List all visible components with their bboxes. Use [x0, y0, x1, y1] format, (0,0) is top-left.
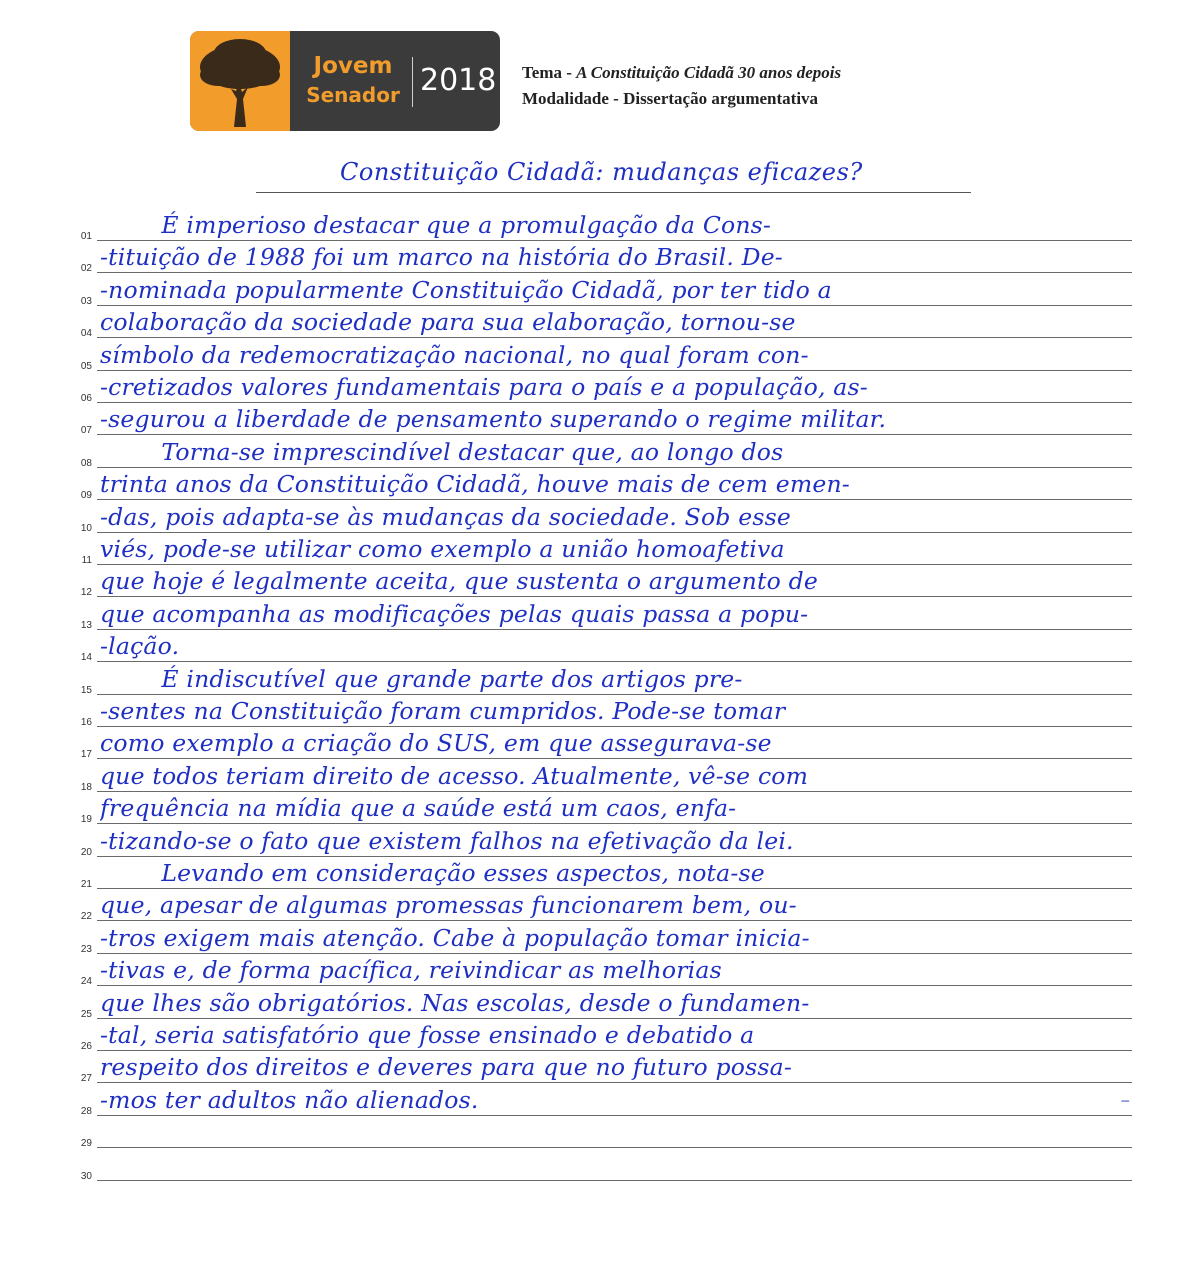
line-number: 02 [80, 263, 92, 275]
line-number: 01 [80, 231, 92, 242]
line-number: 03 [80, 295, 92, 307]
line-rule [97, 434, 1132, 435]
logo-word-senador: Senador [306, 83, 400, 107]
essay-line [0, 1119, 1200, 1151]
essay-line [0, 828, 1200, 860]
line-rule [97, 370, 1132, 371]
line-rule [97, 791, 1132, 792]
tema-value: A Constituição Cidadã 30 anos depois [576, 63, 842, 82]
tema-row [522, 60, 841, 86]
line-rule [97, 629, 1132, 630]
line-text: -tizando-se o fato que existem falhos na efetivação da lei. [100, 826, 794, 855]
tema-label: Tema - [522, 63, 572, 82]
line-number: 29 [80, 1138, 92, 1150]
logo-year: 2018 [420, 63, 497, 98]
line-number: 27 [80, 1073, 92, 1085]
line-number: 08 [80, 457, 92, 469]
line-text: -mos ter adultos não alienados. [100, 1085, 479, 1114]
line-rule [97, 1115, 1132, 1116]
line-text: que hoje é legalmente aceita, que sustenta o argumento de [100, 567, 819, 596]
essay-line [0, 406, 1200, 438]
line-rule [97, 337, 1132, 338]
line-text: colaboração da sociedade para sua elaboração, tornou-se [100, 308, 796, 337]
line-rule [97, 305, 1132, 306]
line-text: -sentes na Constituição foram cumpridos. Pode-se tomar [100, 697, 786, 725]
title-rule [256, 192, 971, 193]
line-text: -nominada popularmente Constituição Cidadã, por ter tido a [100, 275, 832, 304]
line-number: 10 [80, 522, 92, 534]
essay-line [0, 795, 1200, 827]
essay-line [0, 892, 1200, 924]
line-number: 17 [80, 749, 92, 761]
line-rule [97, 1082, 1132, 1083]
line-text: trinta anos da Constituição Cidadã, houve mais de cem emen- [100, 470, 850, 499]
modalidade-row [522, 86, 841, 112]
line-number: 30 [80, 1170, 92, 1182]
line-rule [97, 499, 1132, 500]
line-rule [97, 726, 1132, 727]
jovem-senador-logo [190, 31, 500, 131]
essay-line [0, 633, 1200, 665]
line-text: Torna-se imprescindível destacar que, ao longo dos [100, 437, 784, 466]
line-number: 07 [80, 425, 92, 437]
line-rule [97, 758, 1132, 759]
essay-line [0, 698, 1200, 730]
line-number: 24 [80, 976, 92, 988]
line-rule [97, 596, 1132, 597]
line-text: que acompanha as modificações pelas quais passa a popu- [100, 599, 809, 628]
line-number: 18 [80, 781, 92, 793]
line-rule [97, 402, 1132, 403]
line-rule [97, 1050, 1132, 1051]
line-rule [97, 920, 1132, 921]
line-number: 23 [80, 943, 92, 955]
line-text: -cretizados valores fundamentais para o país e a população, as- [100, 373, 868, 401]
essay-line [0, 666, 1200, 698]
line-number: 20 [80, 846, 92, 858]
line-number: 06 [80, 393, 92, 404]
line-text: que lhes são obrigatórios. Nas escolas, desde o fundamen- [100, 988, 810, 1017]
logo-word-jovem: Jovem [313, 53, 393, 79]
line-rule [97, 532, 1132, 533]
essay-line [0, 957, 1200, 989]
line-text: símbolo da redemocratização nacional, no qual foram con- [100, 340, 809, 369]
line-rule [97, 240, 1132, 241]
essay-line [0, 730, 1200, 762]
line-number: 16 [80, 717, 92, 728]
essay-line [0, 1087, 1200, 1119]
line-number: 22 [80, 911, 92, 923]
line-number: 19 [80, 814, 92, 826]
line-text: É imperioso destacar que a promulgação da Cons- [100, 211, 772, 239]
line-text: -tituição de 1988 foi um marco na história do Brasil. De- [100, 243, 783, 272]
line-text: É indiscutível que grande parte dos artigos pre- [100, 664, 743, 693]
line-rule [97, 564, 1132, 565]
line-rule [97, 953, 1132, 954]
header-meta [522, 60, 841, 112]
line-rule [97, 823, 1132, 824]
essay-title: Constituição Cidadã: mudanças eficazes? [340, 158, 863, 186]
line-text: -das, pois adapta-se às mudanças da sociedade. Sob esse [100, 502, 791, 531]
line-number: 14 [80, 652, 92, 664]
essay-line [0, 309, 1200, 341]
line-rule [97, 856, 1132, 857]
essay-line [0, 568, 1200, 600]
line-rule [97, 888, 1132, 889]
line-number: 09 [80, 490, 92, 502]
essay-line [0, 439, 1200, 471]
line-rule [97, 661, 1132, 662]
line-text: -tal, seria satisfatório que fosse ensinado e debatido a [100, 1021, 755, 1049]
line-rule [97, 272, 1132, 273]
essay-line [0, 504, 1200, 536]
margin-mark: ⁻ [1120, 1092, 1131, 1116]
line-rule [97, 1018, 1132, 1019]
essay-line [0, 471, 1200, 503]
line-rule [97, 1180, 1132, 1181]
line-number: 04 [80, 328, 92, 340]
essay-line [0, 860, 1200, 892]
line-number: 15 [80, 684, 92, 696]
essay-line [0, 601, 1200, 633]
line-text: -tros exigem mais atenção. Cabe à população tomar inicia- [100, 923, 810, 952]
essay-line [0, 374, 1200, 406]
line-text: respeito dos direitos e deveres para que no futuro possa- [100, 1053, 792, 1082]
essay-line [0, 1022, 1200, 1054]
line-number: 13 [80, 619, 92, 631]
line-text: -lação. [100, 632, 180, 661]
line-rule [97, 467, 1132, 468]
essay-line [0, 536, 1200, 568]
line-text: como exemplo a criação do SUS, em que assegurava-se [100, 729, 772, 758]
essay-line [0, 244, 1200, 276]
line-text: que, apesar de algumas promessas funcionarem bem, ou- [100, 891, 797, 920]
essay-line [0, 1152, 1200, 1184]
line-number: 12 [80, 587, 92, 599]
tree-icon [190, 31, 290, 131]
line-text: viés, pode-se utilizar como exemplo a união homoafetiva [100, 535, 785, 563]
essay-line [0, 212, 1200, 244]
logo-divider [412, 57, 413, 107]
line-text: que todos teriam direito de acesso. Atualmente, vê-se com [100, 761, 809, 790]
line-number: 11 [81, 555, 92, 566]
modalidade-value: Dissertação argumentativa [623, 89, 819, 108]
essay-line [0, 1054, 1200, 1086]
line-number: 25 [80, 1008, 92, 1020]
line-number: 05 [80, 360, 92, 372]
line-rule [97, 694, 1132, 695]
line-text: -segurou a liberdade de pensamento superando o regime militar. [100, 405, 887, 434]
essay-line [0, 277, 1200, 309]
line-number: 21 [80, 879, 92, 890]
line-rule [97, 985, 1132, 986]
line-text: frequência na mídia que a saúde está um caos, enfa- [100, 794, 737, 823]
line-number: 28 [80, 1105, 92, 1117]
line-text: -tivas e, de forma pacífica, reivindicar as melhorias [100, 956, 722, 985]
modalidade-label: Modalidade - [522, 89, 619, 108]
essay-line [0, 925, 1200, 957]
essay-line [0, 763, 1200, 795]
essay-line [0, 342, 1200, 374]
essay-line [0, 990, 1200, 1022]
line-text: Levando em consideração esses aspectos, nota-se [100, 859, 765, 887]
line-rule [97, 1147, 1132, 1148]
line-number: 26 [80, 1041, 92, 1052]
